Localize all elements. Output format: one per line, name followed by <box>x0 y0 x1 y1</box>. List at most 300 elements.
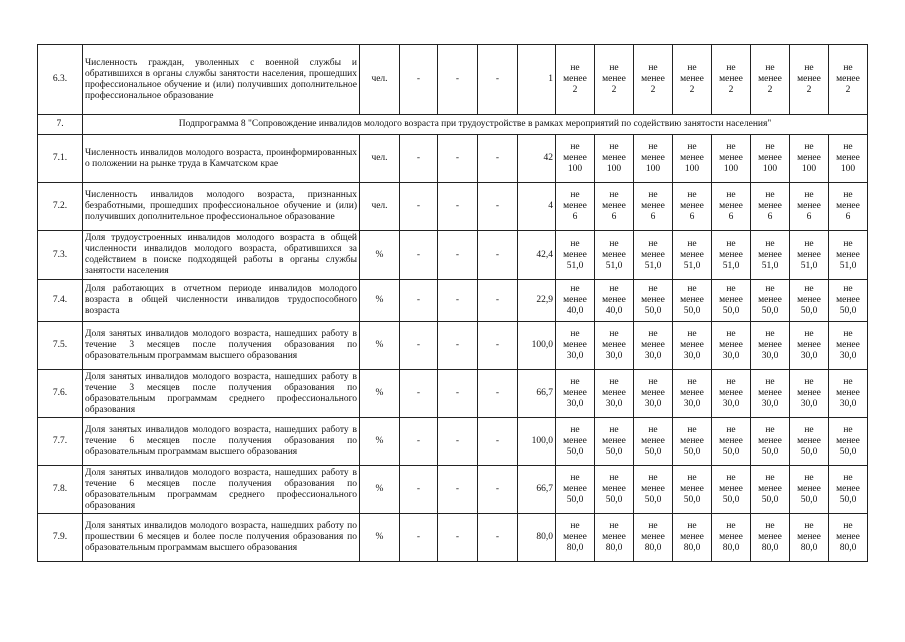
row-number: 7.7. <box>38 418 83 466</box>
row-number: 7.5. <box>38 322 83 370</box>
target-value: 100 <box>645 164 661 174</box>
target-prefix-menee: менее <box>680 295 704 305</box>
target-value: 50,0 <box>800 495 818 505</box>
unit-cell: % <box>360 231 400 280</box>
target-prefix-menee: менее <box>602 74 626 84</box>
target-prefix-menee: менее <box>719 484 743 494</box>
target-value-cell <box>673 135 712 183</box>
target-value: 6 <box>689 212 695 222</box>
value-cell: - <box>400 322 438 370</box>
target-prefix-menee: менее <box>680 340 704 350</box>
target-prefix-menee: менее <box>797 74 821 84</box>
target-value: 50,0 <box>722 306 740 316</box>
target-value: 100 <box>723 164 739 174</box>
target-value-cell <box>829 280 868 322</box>
target-prefix-ne: не <box>726 377 736 387</box>
value-cell: - <box>478 45 518 115</box>
target-prefix-menee: менее <box>641 388 665 398</box>
target-prefix-menee: менее <box>641 532 665 542</box>
target-value: 6 <box>806 212 812 222</box>
value-cell: - <box>478 280 518 322</box>
target-value: 2 <box>767 85 773 95</box>
target-value-cell <box>790 322 829 370</box>
row-number: 7.6. <box>38 370 83 418</box>
target-value-cell <box>595 183 634 231</box>
target-value: 30,0 <box>683 399 701 409</box>
target-value-cell <box>673 514 712 562</box>
value-cell: - <box>478 183 518 231</box>
value-cell: - <box>438 231 478 280</box>
target-prefix-ne: не <box>609 425 619 435</box>
base-value-cell: 66,7 <box>518 466 556 514</box>
target-prefix-ne: не <box>726 238 736 249</box>
target-prefix-menee: менее <box>719 436 743 446</box>
target-prefix-ne: не <box>687 238 697 249</box>
target-prefix-menee: менее <box>758 201 782 211</box>
target-prefix-ne: не <box>687 329 697 339</box>
target-prefix-ne: не <box>648 284 658 294</box>
target-value-cell <box>634 322 673 370</box>
target-value: 50,0 <box>644 495 662 505</box>
target-value: 51,0 <box>605 260 623 271</box>
target-prefix-ne: не <box>570 521 580 531</box>
target-prefix-ne: не <box>843 238 853 249</box>
target-value: 30,0 <box>605 399 623 409</box>
target-value: 50,0 <box>839 306 857 316</box>
target-value: 6 <box>650 212 656 222</box>
row-number: 7.4. <box>38 280 83 322</box>
target-prefix-ne: не <box>804 425 814 435</box>
value-cell: - <box>438 135 478 183</box>
target-prefix-ne: не <box>765 238 775 249</box>
target-prefix-ne: не <box>687 190 697 200</box>
target-prefix-menee: менее <box>758 340 782 350</box>
target-value-cell <box>634 418 673 466</box>
row-number: 7.1. <box>38 135 83 183</box>
target-prefix-ne: не <box>648 425 658 435</box>
target-value-cell <box>556 280 595 322</box>
target-prefix-menee: менее <box>563 201 587 211</box>
target-value: 50,0 <box>761 306 779 316</box>
target-prefix-menee: менее <box>758 153 782 163</box>
row-number: 7.8. <box>38 466 83 514</box>
base-value-cell: 42,4 <box>518 231 556 280</box>
target-value: 30,0 <box>761 399 779 409</box>
target-value: 2 <box>689 85 695 95</box>
target-prefix-menee: менее <box>836 201 860 211</box>
base-value-cell: 1 <box>518 45 556 115</box>
target-value-cell <box>751 45 790 115</box>
target-value: 80,0 <box>566 543 584 553</box>
target-prefix-menee: менее <box>719 295 743 305</box>
target-prefix-menee: менее <box>680 532 704 542</box>
target-value-cell <box>712 280 751 322</box>
target-prefix-menee: менее <box>602 436 626 446</box>
target-value: 80,0 <box>605 543 623 553</box>
base-value-cell: 4 <box>518 183 556 231</box>
target-prefix-menee: менее <box>797 388 821 398</box>
target-value: 100 <box>762 164 778 174</box>
unit-cell: чел. <box>360 45 400 115</box>
target-value: 2 <box>611 85 617 95</box>
target-value: 50,0 <box>722 447 740 457</box>
target-value: 30,0 <box>839 399 857 409</box>
table-row <box>38 231 868 280</box>
target-prefix-ne: не <box>765 521 775 531</box>
target-prefix-ne: не <box>843 521 853 531</box>
table-row <box>38 322 868 370</box>
target-value-cell <box>634 45 673 115</box>
row-number: 7.3. <box>38 231 83 280</box>
target-value: 2 <box>572 85 578 95</box>
target-prefix-ne: не <box>804 521 814 531</box>
target-value-cell <box>829 322 868 370</box>
base-value-cell: 42 <box>518 135 556 183</box>
unit-cell: чел. <box>360 183 400 231</box>
target-prefix-ne: не <box>804 284 814 294</box>
target-prefix-menee: менее <box>641 484 665 494</box>
target-value-cell <box>829 418 868 466</box>
target-prefix-menee: менее <box>797 153 821 163</box>
target-value-cell <box>790 466 829 514</box>
target-value-cell <box>556 466 595 514</box>
target-value: 30,0 <box>722 351 740 361</box>
row-number: 7.2. <box>38 183 83 231</box>
target-value-cell <box>634 135 673 183</box>
target-prefix-ne: не <box>648 238 658 249</box>
target-prefix-ne: не <box>765 63 775 73</box>
target-value-cell <box>595 231 634 280</box>
target-prefix-ne: не <box>609 284 619 294</box>
target-value-cell <box>595 135 634 183</box>
target-value: 2 <box>650 85 656 95</box>
target-prefix-menee: менее <box>836 74 860 84</box>
target-prefix-menee: менее <box>641 74 665 84</box>
table-row <box>38 418 868 466</box>
target-prefix-ne: не <box>648 521 658 531</box>
target-value: 51,0 <box>800 260 818 271</box>
target-value-cell <box>751 466 790 514</box>
target-prefix-menee: менее <box>719 249 743 260</box>
target-value-cell <box>634 466 673 514</box>
target-prefix-menee: менее <box>758 532 782 542</box>
target-value: 6 <box>845 212 851 222</box>
value-cell: - <box>400 135 438 183</box>
target-prefix-menee: менее <box>719 74 743 84</box>
indicator-name: Численность инвалидов молодого возраста, признанных безработными, прошедших профессиональное обучение и (или) получивших дополнительное профессиональное образование <box>83 183 360 231</box>
target-prefix-menee: менее <box>758 388 782 398</box>
table-row <box>38 45 868 115</box>
target-value: 50,0 <box>605 447 623 457</box>
target-value: 6 <box>572 212 578 222</box>
target-value-cell <box>829 45 868 115</box>
target-value: 51,0 <box>683 260 701 271</box>
table-row <box>38 370 868 418</box>
target-prefix-menee: менее <box>563 249 587 260</box>
target-value-cell <box>595 418 634 466</box>
target-value: 30,0 <box>839 351 857 361</box>
target-prefix-menee: менее <box>758 295 782 305</box>
target-value: 50,0 <box>605 495 623 505</box>
target-prefix-menee: менее <box>641 153 665 163</box>
target-value: 50,0 <box>800 306 818 316</box>
target-value: 2 <box>728 85 734 95</box>
target-prefix-ne: не <box>804 63 814 73</box>
target-prefix-ne: не <box>687 142 697 152</box>
target-value: 50,0 <box>683 306 701 316</box>
target-prefix-ne: не <box>687 377 697 387</box>
target-prefix-ne: не <box>609 238 619 249</box>
target-value-cell <box>673 418 712 466</box>
table-row <box>38 514 868 562</box>
target-prefix-ne: не <box>648 377 658 387</box>
base-value-cell: 22,9 <box>518 280 556 322</box>
unit-cell: % <box>360 322 400 370</box>
target-value-cell <box>712 466 751 514</box>
target-prefix-ne: не <box>570 425 580 435</box>
target-prefix-ne: не <box>648 329 658 339</box>
target-prefix-ne: не <box>726 142 736 152</box>
target-value: 30,0 <box>761 351 779 361</box>
target-value: 80,0 <box>683 543 701 553</box>
value-cell: - <box>478 231 518 280</box>
target-value-cell <box>712 418 751 466</box>
target-value: 80,0 <box>644 543 662 553</box>
unit-cell: % <box>360 370 400 418</box>
target-prefix-menee: менее <box>563 153 587 163</box>
value-cell: - <box>400 514 438 562</box>
value-cell: - <box>438 370 478 418</box>
target-prefix-ne: не <box>648 473 658 483</box>
target-value-cell <box>790 370 829 418</box>
target-prefix-menee: менее <box>602 340 626 350</box>
target-value: 51,0 <box>644 260 662 271</box>
target-value-cell <box>712 135 751 183</box>
value-cell: - <box>438 183 478 231</box>
target-prefix-menee: менее <box>719 340 743 350</box>
target-prefix-ne: не <box>570 63 580 73</box>
target-value: 80,0 <box>839 543 857 553</box>
target-prefix-ne: не <box>765 190 775 200</box>
target-value: 50,0 <box>683 495 701 505</box>
target-value: 50,0 <box>566 447 584 457</box>
value-cell: - <box>438 45 478 115</box>
target-prefix-menee: менее <box>836 436 860 446</box>
target-value-cell <box>751 322 790 370</box>
value-cell: - <box>438 466 478 514</box>
target-prefix-menee: менее <box>719 532 743 542</box>
target-prefix-ne: не <box>804 329 814 339</box>
target-value-cell <box>673 322 712 370</box>
value-cell: - <box>400 466 438 514</box>
target-prefix-ne: не <box>843 473 853 483</box>
target-prefix-menee: менее <box>719 201 743 211</box>
target-prefix-menee: менее <box>758 249 782 260</box>
target-value: 100 <box>801 164 817 174</box>
target-value-cell <box>712 231 751 280</box>
target-prefix-menee: менее <box>602 249 626 260</box>
value-cell: - <box>400 370 438 418</box>
target-prefix-menee: менее <box>641 201 665 211</box>
target-value-cell <box>556 370 595 418</box>
target-value-cell <box>556 183 595 231</box>
target-value-cell <box>751 280 790 322</box>
indicator-name: Доля занятых инвалидов молодого возраста, нашедших работу в течение 6 месяцев после получения образования по образовательным программам высшего образования <box>83 418 360 466</box>
unit-cell: % <box>360 514 400 562</box>
target-prefix-ne: не <box>687 63 697 73</box>
value-cell: - <box>400 183 438 231</box>
target-prefix-ne: не <box>765 284 775 294</box>
target-value-cell <box>595 45 634 115</box>
table-row <box>38 280 868 322</box>
target-value-cell <box>751 418 790 466</box>
target-value: 30,0 <box>566 399 584 409</box>
target-prefix-menee: менее <box>836 484 860 494</box>
indicators-table <box>37 44 868 562</box>
target-prefix-menee: менее <box>680 484 704 494</box>
row-number: 7. <box>38 115 83 135</box>
target-value: 50,0 <box>761 447 779 457</box>
value-cell: - <box>400 231 438 280</box>
target-value-cell <box>829 231 868 280</box>
section-title: Подпрограмма 8 "Сопровождение инвалидов молодого возраста при трудоустройстве в рамках мероприятий по содействию занятости населения" <box>83 115 868 135</box>
target-prefix-menee: менее <box>680 388 704 398</box>
target-value-cell <box>751 370 790 418</box>
target-prefix-menee: менее <box>641 340 665 350</box>
value-cell: - <box>400 418 438 466</box>
target-value: 2 <box>806 85 812 95</box>
target-value: 50,0 <box>839 495 857 505</box>
target-prefix-menee: менее <box>602 388 626 398</box>
target-prefix-menee: менее <box>758 484 782 494</box>
target-value: 40,0 <box>605 306 623 316</box>
target-prefix-ne: не <box>687 284 697 294</box>
indicator-name: Доля работающих в отчетном периоде инвалидов молодого возраста в общей численности инвалидов трудоспособного возраста <box>83 280 360 322</box>
target-value: 40,0 <box>566 306 584 316</box>
target-value-cell <box>673 370 712 418</box>
indicator-name: Численность граждан, уволенных с военной службы и обратившихся в органы службы занятости населения, прошедших профессиональное обучение и (или) получивших дополнительное профессиональное образование <box>83 45 360 115</box>
target-value-cell <box>634 183 673 231</box>
target-prefix-ne: не <box>726 425 736 435</box>
target-value-cell <box>712 514 751 562</box>
target-value-cell <box>634 514 673 562</box>
target-prefix-ne: не <box>843 284 853 294</box>
target-value-cell <box>595 322 634 370</box>
target-value: 2 <box>845 85 851 95</box>
target-prefix-menee: менее <box>836 388 860 398</box>
value-cell: - <box>478 135 518 183</box>
target-prefix-ne: не <box>687 425 697 435</box>
target-value: 30,0 <box>644 351 662 361</box>
target-value-cell <box>556 322 595 370</box>
target-prefix-menee: менее <box>641 249 665 260</box>
target-prefix-menee: менее <box>641 295 665 305</box>
target-prefix-menee: менее <box>563 436 587 446</box>
target-prefix-menee: менее <box>602 295 626 305</box>
target-value-cell <box>829 370 868 418</box>
target-value-cell <box>751 135 790 183</box>
target-value-cell <box>790 514 829 562</box>
target-prefix-menee: менее <box>836 249 860 260</box>
target-prefix-menee: менее <box>836 532 860 542</box>
table-row <box>38 135 868 183</box>
target-prefix-ne: не <box>570 190 580 200</box>
target-prefix-ne: не <box>765 377 775 387</box>
target-prefix-ne: не <box>609 329 619 339</box>
target-value: 51,0 <box>839 260 857 271</box>
target-value-cell <box>829 514 868 562</box>
value-cell: - <box>478 418 518 466</box>
target-value-cell <box>712 183 751 231</box>
target-value-cell <box>790 418 829 466</box>
target-value-cell <box>634 370 673 418</box>
target-prefix-ne: не <box>726 284 736 294</box>
target-value-cell <box>556 418 595 466</box>
target-prefix-ne: не <box>609 521 619 531</box>
row-number: 7.9. <box>38 514 83 562</box>
target-value: 51,0 <box>566 260 584 271</box>
base-value-cell: 100,0 <box>518 418 556 466</box>
target-prefix-menee: менее <box>719 388 743 398</box>
target-prefix-ne: не <box>609 190 619 200</box>
target-prefix-ne: не <box>843 63 853 73</box>
target-value: 6 <box>728 212 734 222</box>
indicator-name: Доля занятых инвалидов молодого возраста, нашедших работу в течение 3 месяцев после получения образования по образовательным программам среднего профессионального образования <box>83 370 360 418</box>
section-row <box>38 115 868 135</box>
target-prefix-menee: менее <box>836 340 860 350</box>
target-prefix-menee: менее <box>641 436 665 446</box>
target-value: 50,0 <box>644 447 662 457</box>
target-value: 30,0 <box>683 351 701 361</box>
target-prefix-menee: менее <box>836 295 860 305</box>
target-prefix-ne: не <box>726 473 736 483</box>
target-prefix-ne: не <box>648 190 658 200</box>
target-prefix-ne: не <box>609 377 619 387</box>
target-value-cell <box>673 231 712 280</box>
value-cell: - <box>478 370 518 418</box>
value-cell: - <box>478 466 518 514</box>
target-prefix-ne: не <box>648 63 658 73</box>
unit-cell: % <box>360 466 400 514</box>
target-prefix-ne: не <box>804 377 814 387</box>
target-value: 51,0 <box>722 260 740 271</box>
target-value-cell <box>595 370 634 418</box>
target-prefix-ne: не <box>726 521 736 531</box>
target-prefix-menee: менее <box>602 484 626 494</box>
base-value-cell: 66,7 <box>518 370 556 418</box>
value-cell: - <box>438 418 478 466</box>
target-prefix-menee: менее <box>563 388 587 398</box>
value-cell: - <box>438 322 478 370</box>
target-prefix-menee: менее <box>758 436 782 446</box>
target-prefix-ne: не <box>609 63 619 73</box>
target-value: 30,0 <box>644 399 662 409</box>
target-prefix-ne: не <box>648 142 658 152</box>
target-prefix-menee: менее <box>680 436 704 446</box>
target-prefix-menee: менее <box>563 295 587 305</box>
indicator-name: Доля трудоустроенных инвалидов молодого возраста в общей численности инвалидов молодого возраста, обратившихся за содействием в поиске подходящей работы в органы службы занятости населения <box>83 231 360 280</box>
indicator-name: Доля занятых инвалидов молодого возраста, нашедших работу в течение 3 месяцев после получения образования по образовательным программам высшего образования <box>83 322 360 370</box>
target-prefix-menee: менее <box>680 153 704 163</box>
target-value: 80,0 <box>722 543 740 553</box>
target-prefix-menee: менее <box>797 201 821 211</box>
target-prefix-ne: не <box>765 473 775 483</box>
target-prefix-ne: не <box>804 238 814 249</box>
target-value-cell <box>595 466 634 514</box>
target-prefix-ne: не <box>726 63 736 73</box>
target-value-cell <box>790 231 829 280</box>
target-prefix-menee: менее <box>680 74 704 84</box>
